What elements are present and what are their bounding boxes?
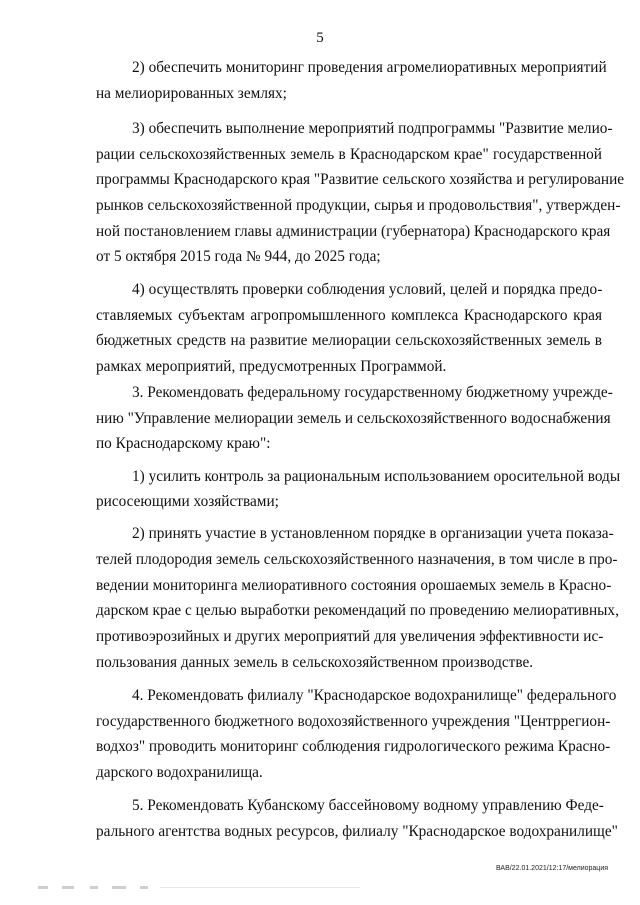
text-line: рации сельскохозяйственных земель в Краснодарском крае" государственной <box>96 146 602 163</box>
text-line: телей плодородия земель сельскохозяйственного назначения, в том числе в про- <box>96 551 618 568</box>
text-line: 1) усилить контроль за рациональным использованием оросительной воды <box>132 468 621 485</box>
text-line: ной постановлением главы администрации (губернатора) Краснодарского края <box>96 223 611 240</box>
text-line: рынков сельскохозяйственной продукции, сырья и продовольствия", утвержден- <box>96 197 621 214</box>
text-line: ведении мониторинга мелиоративного состояния орошаемых земель в Красно- <box>96 577 612 594</box>
text-line: от 5 октября 2015 года № 944, до 2025 года; <box>96 248 381 265</box>
scan-artifact <box>160 887 360 888</box>
scan-artifact <box>112 886 126 889</box>
text-line: государственного бюджетного водохозяйственного учреждения "Центррегион- <box>96 713 611 730</box>
text-line: 2) принять участие в установленном порядке в организации учета показа- <box>132 525 614 542</box>
text-line: на мелиорированных землях; <box>96 85 287 102</box>
text-line: 5. Рекомендовать Кубанскому бассейновому водному управлению Феде- <box>132 797 604 814</box>
text-line: программы Краснодарского края "Развитие сельского хозяйства и регулирование <box>96 171 625 188</box>
scan-artifact <box>62 886 74 889</box>
text-line: рального агентства водных ресурсов, филиалу "Краснодарское водохранилище" <box>96 823 618 840</box>
text-line: дарском крае с целью выработки рекомендаций по проведению мелиоративных, <box>96 602 619 619</box>
scan-artifact <box>140 886 148 889</box>
text-line: нию "Управление мелиорации земель и сельскохозяйственного водоснабжения <box>96 410 611 427</box>
text-line: 4. Рекомендовать филиалу "Краснодарское водохранилище" федерального <box>132 687 617 704</box>
text-line: водхоз" проводить мониторинг соблюдения гидрологического режима Красно- <box>96 738 611 755</box>
text-line: бюджетных средств на развитие мелиорации сельскохозяйственных земель в <box>96 332 602 349</box>
page-number: 5 <box>316 30 324 46</box>
text-line: дарского водохранилища. <box>96 764 263 781</box>
text-line: 2) обеспечить мониторинг проведения агромелиоративных мероприятий <box>132 59 607 76</box>
text-line: рисосеющими хозяйствами; <box>96 493 279 510</box>
text-line: противоэрозийных и других мероприятий для увеличения эффективности ис- <box>96 628 604 645</box>
text-line: рамках мероприятий, предусмотренных Программой. <box>96 358 447 375</box>
text-line: пользования данных земель в сельскохозяйственном производстве. <box>96 654 534 671</box>
text-line: ставляемых субъектам агропромышленного комплекса Краснодарского края <box>96 307 602 324</box>
document-code: ВАВ/22.01.2021/12:17/мелиорация <box>496 865 609 872</box>
scan-artifact <box>90 886 98 889</box>
text-line: 3. Рекомендовать федеральному государственному бюджетному учрежде- <box>132 384 613 401</box>
text-line: 4) осуществлять проверки соблюдения условий, целей и порядка предо- <box>132 281 603 298</box>
text-line: 3) обеспечить выполнение мероприятий подпрограммы "Развитие мелио- <box>132 120 613 137</box>
scan-artifact <box>38 886 48 889</box>
text-line: по Краснодарскому краю": <box>96 435 271 452</box>
